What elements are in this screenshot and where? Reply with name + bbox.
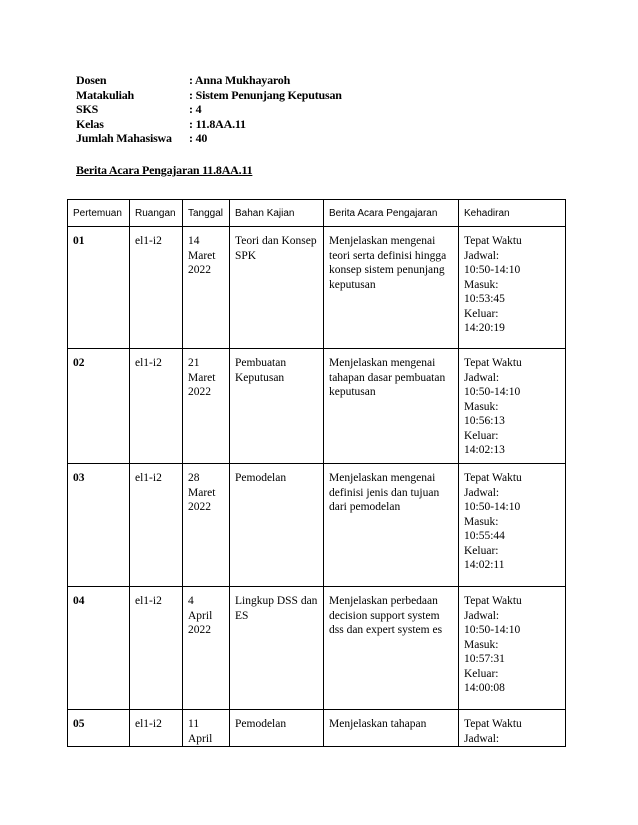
tanggal-cell: 28 Maret 2022 <box>183 464 230 587</box>
tanggal-cell: 11 April <box>183 710 230 747</box>
ruangan-cell: el1-i2 <box>130 710 183 747</box>
matakuliah-label: Matakuliah <box>76 87 135 102</box>
kehadiran-cell: Tepat Waktu Jadwal: 10:50-14:10 Masuk: 10:56:13 Keluar: 14:02:13 <box>459 349 566 464</box>
table-row <box>68 587 566 710</box>
berita-acara-cell: Menjelaskan tahapan <box>324 710 459 747</box>
berita-acara-cell: Menjelaskan perbedaan decision support system dss dan expert system es <box>324 587 459 710</box>
jumlah-label: Jumlah Mahasiswa <box>76 131 172 145</box>
attendance-table <box>67 199 566 747</box>
report-title: Berita Acara Pengajaran 11.8AA.11 <box>76 163 253 177</box>
ruangan-cell: el1-i2 <box>130 349 183 464</box>
ruangan-cell: el1-i2 <box>130 227 183 349</box>
berita-acara-cell: Menjelaskan mengenai definisi jenis dan tujuan dari pemodelan <box>324 464 459 587</box>
col-header-pertemuan: Pertemuan <box>68 200 130 227</box>
dosen-value: : Anna Mukhayaroh <box>189 73 291 87</box>
ruangan-cell: el1-i2 <box>130 464 183 587</box>
kehadiran-cell: Tepat Waktu Jadwal: 10:50-14:10 Masuk: 10:57:31 Keluar: 14:00:08 <box>459 587 566 710</box>
ruangan-cell: el1-i2 <box>130 587 183 710</box>
kelas-value: : 11.8AA.11 <box>189 116 246 131</box>
kehadiran-cell: Tepat Waktu Jadwal: 10:50-14:10 Masuk: 10:55:44 Keluar: 14:02:11 <box>459 464 566 587</box>
pertemuan-cell: 01 <box>68 227 130 349</box>
sks-label: SKS <box>76 102 99 116</box>
pertemuan-cell: 02 <box>68 349 130 464</box>
tanggal-cell: 14 Maret 2022 <box>183 227 230 349</box>
kehadiran-cell: Tepat Waktu Jadwal: <box>459 710 566 747</box>
pertemuan-cell: 03 <box>68 464 130 587</box>
pertemuan-cell: 04 <box>68 587 130 710</box>
col-header-tanggal: Tanggal <box>183 200 230 227</box>
col-header-kehadiran: Kehadiran <box>459 200 566 227</box>
jumlah-value: : 40 <box>189 131 208 145</box>
berita-acara-cell: Menjelaskan mengenai teori serta definisi hingga konsep sistem penunjang keputusan <box>324 227 459 349</box>
bahan-kajian-cell: Pembuatan Keputusan <box>230 349 324 464</box>
dosen-label: Dosen <box>76 73 107 87</box>
col-header-berita-acara: Berita Acara Pengajaran <box>324 200 459 227</box>
tanggal-cell: 21 Maret 2022 <box>183 349 230 464</box>
table-row <box>68 464 566 587</box>
col-header-bahan-kajian: Bahan Kajian <box>230 200 324 227</box>
table-row <box>68 227 566 349</box>
matakuliah-value: : Sistem Penunjang Keputusan <box>189 87 342 102</box>
bahan-kajian-cell: Teori dan Konsep SPK <box>230 227 324 349</box>
bahan-kajian-cell: Pemodelan <box>230 710 324 747</box>
berita-acara-cell: Menjelaskan mengenai tahapan dasar pembuatan keputusan <box>324 349 459 464</box>
kehadiran-cell: Tepat Waktu Jadwal: 10:50-14:10 Masuk: 10:53:45 Keluar: 14:20:19 <box>459 227 566 349</box>
table-header-row <box>68 200 566 227</box>
table-row <box>68 349 566 464</box>
table-row <box>68 710 566 747</box>
bahan-kajian-cell: Pemodelan <box>230 464 324 587</box>
sks-value: : 4 <box>189 102 202 116</box>
col-header-ruangan: Ruangan <box>130 200 183 227</box>
kelas-label: Kelas <box>76 116 104 131</box>
pertemuan-cell: 05 <box>68 710 130 747</box>
bahan-kajian-cell: Lingkup DSS dan ES <box>230 587 324 710</box>
tanggal-cell: 4 April 2022 <box>183 587 230 710</box>
